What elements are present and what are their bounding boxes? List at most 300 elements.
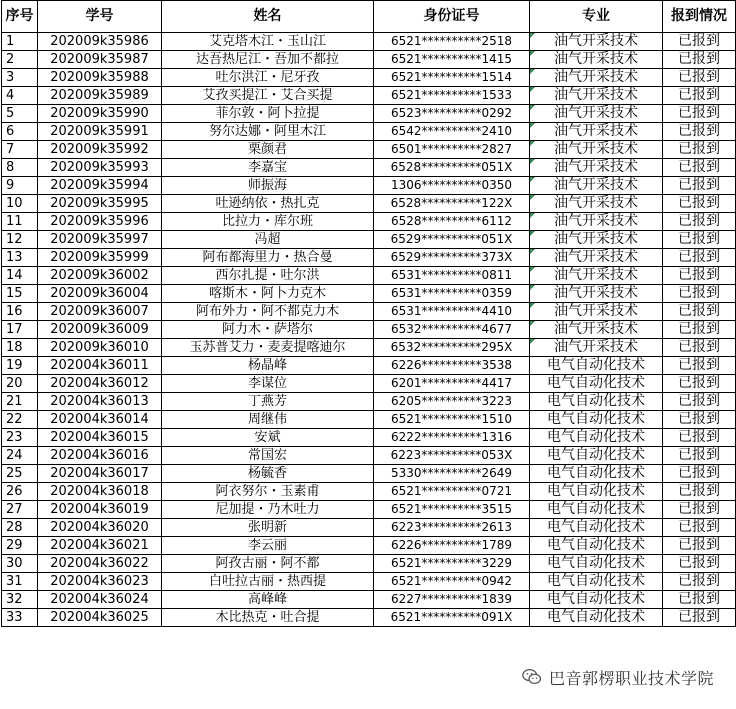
cell-name-text: 张明新 (247, 520, 287, 535)
cell-status-text: 已报到 (678, 195, 720, 211)
cell-comment-marker (530, 303, 535, 308)
cell-student-id-text: 202009k35994 (50, 178, 149, 193)
cell-student-id-text: 202004k36013 (50, 394, 149, 409)
cell-major (530, 609, 663, 627)
cell-status (663, 231, 736, 249)
cell-id-number-text: 6226**********1789 (390, 538, 513, 552)
cell-student-id (38, 213, 162, 231)
cell-id-number-text: 6223**********053X (390, 448, 513, 462)
cell-status-text: 已报到 (678, 573, 720, 589)
cell-major (530, 573, 663, 591)
cell-seq (2, 177, 38, 195)
cell-comment-marker (530, 321, 535, 326)
cell-name (162, 555, 374, 573)
cell-name-text: 栗颜君 (247, 142, 287, 157)
cell-id-number (374, 141, 530, 159)
cell-major-text: 电气自动化技术 (547, 501, 645, 517)
cell-student-id (38, 33, 162, 51)
cell-name-text: 李嘉宝 (247, 160, 287, 175)
cell-major (530, 51, 663, 69)
cell-id-number (374, 195, 530, 213)
cell-student-id (38, 465, 162, 483)
cell-major (530, 411, 663, 429)
cell-name (162, 123, 374, 141)
cell-status-text: 已报到 (678, 375, 720, 391)
table-body (2, 33, 736, 627)
cell-major-text: 电气自动化技术 (547, 573, 645, 589)
cell-student-id-text: 202004k36020 (50, 520, 149, 535)
cell-id-number (374, 267, 530, 285)
cell-id-number-text: 6223**********2613 (390, 520, 513, 534)
cell-seq (2, 339, 38, 357)
cell-student-id (38, 591, 162, 609)
cell-status (663, 501, 736, 519)
cell-comment-marker (530, 285, 535, 290)
cell-major-text: 油气开采技术 (554, 231, 638, 247)
cell-name-text: 玉苏普艾力・麦麦提喀迪尔 (189, 340, 346, 355)
cell-seq-text: 30 (6, 556, 23, 571)
cell-major (530, 483, 663, 501)
cell-seq-text: 9 (6, 178, 15, 193)
cell-student-id (38, 267, 162, 285)
table-row (2, 609, 736, 627)
cell-status-text: 已报到 (678, 357, 720, 373)
registration-table (1, 0, 736, 627)
cell-major-text: 电气自动化技术 (547, 429, 645, 445)
cell-status (663, 573, 736, 591)
cell-seq (2, 465, 38, 483)
cell-comment-marker (530, 141, 535, 146)
cell-id-number (374, 591, 530, 609)
cell-seq (2, 213, 38, 231)
cell-seq (2, 303, 38, 321)
cell-id-number-text: 5330**********2649 (390, 466, 513, 480)
cell-name (162, 285, 374, 303)
cell-name (162, 51, 374, 69)
cell-seq-text: 22 (6, 412, 23, 427)
cell-student-id-text: 202004k36019 (50, 502, 149, 517)
table-row (2, 159, 736, 177)
cell-student-id-text: 202009k35992 (50, 142, 149, 157)
cell-major-text: 油气开采技术 (554, 87, 638, 103)
cell-id-number (374, 465, 530, 483)
cell-name-text: 阿孜古丽・阿不都 (215, 556, 320, 571)
table-row (2, 429, 736, 447)
cell-student-id-text: 202009k36010 (50, 340, 149, 355)
cell-status (663, 537, 736, 555)
table-row (2, 303, 736, 321)
cell-student-id (38, 357, 162, 375)
cell-status (663, 357, 736, 375)
cell-id-number-text: 6529**********051X (390, 232, 513, 246)
table-row (2, 447, 736, 465)
cell-status-text: 已报到 (678, 591, 720, 607)
cell-name (162, 393, 374, 411)
cell-seq-text: 7 (6, 142, 15, 157)
cell-seq-text: 17 (6, 322, 23, 337)
table-row (2, 231, 736, 249)
cell-major (530, 357, 663, 375)
cell-student-id-text: 202009k35987 (50, 52, 149, 67)
cell-seq-text: 25 (6, 466, 23, 481)
cell-status (663, 51, 736, 69)
table-row (2, 393, 736, 411)
cell-id-number-text: 6528**********122X (390, 196, 513, 210)
cell-id-number (374, 69, 530, 87)
cell-seq (2, 231, 38, 249)
cell-seq (2, 69, 38, 87)
cell-student-id (38, 69, 162, 87)
cell-major (530, 375, 663, 393)
table-row (2, 501, 736, 519)
cell-student-id (38, 105, 162, 123)
cell-student-id-text: 202009k35988 (50, 70, 149, 85)
cell-status (663, 375, 736, 393)
cell-name (162, 213, 374, 231)
cell-id-number (374, 573, 530, 591)
cell-id-number-text: 6521**********1533 (390, 88, 513, 102)
cell-student-id (38, 51, 162, 69)
cell-id-number (374, 87, 530, 105)
cell-seq-text: 2 (6, 52, 15, 67)
cell-id-number (374, 609, 530, 627)
cell-seq (2, 87, 38, 105)
cell-id-number-text: 6521**********091X (390, 610, 513, 624)
cell-seq-text: 8 (6, 160, 15, 175)
table-row (2, 555, 736, 573)
cell-student-id-text: 202009k35986 (50, 34, 149, 49)
table-row (2, 69, 736, 87)
cell-name (162, 195, 374, 213)
cell-major-text: 电气自动化技术 (547, 591, 645, 607)
cell-comment-marker (530, 69, 535, 74)
cell-status (663, 105, 736, 123)
cell-status (663, 321, 736, 339)
cell-comment-marker (530, 195, 535, 200)
cell-id-number (374, 339, 530, 357)
cell-comment-marker (530, 213, 535, 218)
cell-name-text: 丁燕芳 (247, 394, 287, 409)
cell-name-text: 常国宏 (247, 448, 287, 463)
cell-id-number (374, 411, 530, 429)
cell-student-id-text: 202004k36022 (50, 556, 149, 571)
cell-status (663, 465, 736, 483)
cell-seq-text: 13 (6, 250, 23, 265)
cell-status-text: 已报到 (678, 87, 720, 103)
cell-name (162, 483, 374, 501)
table-row (2, 213, 736, 231)
cell-name-text: 周继伟 (247, 412, 287, 427)
cell-name (162, 159, 374, 177)
cell-major (530, 195, 663, 213)
cell-student-id-text: 202004k36014 (50, 412, 149, 427)
cell-name-text: 艾孜买提江・艾合买提 (202, 88, 333, 103)
cell-seq (2, 555, 38, 573)
cell-major-text: 油气开采技术 (554, 213, 638, 229)
cell-major-text: 油气开采技术 (554, 321, 638, 337)
cell-student-id (38, 285, 162, 303)
cell-major (530, 69, 663, 87)
cell-name (162, 321, 374, 339)
cell-seq-text: 29 (6, 538, 23, 553)
cell-seq-text: 14 (6, 268, 23, 283)
cell-id-number (374, 177, 530, 195)
cell-id-number (374, 213, 530, 231)
cell-status (663, 213, 736, 231)
cell-major (530, 231, 663, 249)
table-row (2, 105, 736, 123)
cell-major-text: 油气开采技术 (554, 249, 638, 265)
cell-major-text: 油气开采技术 (554, 51, 638, 67)
cell-major-text: 油气开采技术 (554, 303, 638, 319)
cell-status-text: 已报到 (678, 51, 720, 67)
cell-student-id (38, 393, 162, 411)
cell-name-text: 努尔达娜・阿里木江 (208, 124, 326, 139)
cell-student-id-text: 202004k36016 (50, 448, 149, 463)
cell-comment-marker (530, 339, 535, 344)
cell-name-text: 安斌 (254, 430, 281, 445)
cell-id-number (374, 231, 530, 249)
cell-seq (2, 267, 38, 285)
table-row (2, 141, 736, 159)
cell-major-text: 油气开采技术 (554, 33, 638, 49)
table-row (2, 123, 736, 141)
cell-id-number-text: 6542**********2410 (390, 124, 513, 138)
cell-name (162, 573, 374, 591)
table-row (2, 339, 736, 357)
cell-comment-marker (530, 87, 535, 92)
cell-major-text: 电气自动化技术 (547, 393, 645, 409)
cell-name-text: 阿布外力・阿不都克力木 (195, 304, 339, 319)
cell-status-text: 已报到 (678, 321, 720, 337)
cell-seq-text: 10 (6, 196, 23, 211)
table-row (2, 33, 736, 51)
cell-name-text: 杨毓香 (247, 466, 287, 481)
cell-seq-text: 19 (6, 358, 23, 373)
cell-id-number-text: 6531**********0359 (390, 286, 513, 300)
cell-student-id (38, 519, 162, 537)
cell-seq-text: 11 (6, 214, 23, 229)
cell-seq (2, 537, 38, 555)
cell-comment-marker (530, 267, 535, 272)
cell-student-id-text: 202009k36007 (50, 304, 149, 319)
cell-major (530, 501, 663, 519)
table-row (2, 483, 736, 501)
cell-id-number (374, 285, 530, 303)
cell-seq (2, 447, 38, 465)
header-row (2, 1, 736, 33)
cell-id-number-text: 6227**********1839 (390, 592, 513, 606)
cell-status-text: 已报到 (678, 483, 720, 499)
cell-status (663, 33, 736, 51)
cell-student-id (38, 177, 162, 195)
cell-name-text: 吐逊纳依・热扎克 (215, 196, 320, 211)
cell-id-number-text: 6531**********0811 (390, 268, 513, 282)
cell-major-text: 油气开采技术 (554, 105, 638, 121)
cell-major-text: 油气开采技术 (554, 141, 638, 157)
wechat-icon (521, 666, 543, 688)
cell-status (663, 339, 736, 357)
cell-name-text: 艾克塔木江・玉山江 (208, 34, 326, 49)
cell-id-number (374, 519, 530, 537)
cell-student-id (38, 339, 162, 357)
cell-status-text: 已报到 (678, 537, 720, 553)
cell-status-text: 已报到 (678, 177, 720, 193)
cell-id-number (374, 321, 530, 339)
header-seq: 序号 (2, 1, 38, 33)
cell-name-text: 师振海 (247, 178, 287, 193)
cell-name (162, 303, 374, 321)
cell-status-text: 已报到 (678, 69, 720, 85)
cell-name (162, 537, 374, 555)
cell-seq-text: 26 (6, 484, 23, 499)
cell-student-id (38, 87, 162, 105)
table-row (2, 195, 736, 213)
table-row (2, 321, 736, 339)
table-row (2, 591, 736, 609)
table-row (2, 537, 736, 555)
cell-student-id (38, 231, 162, 249)
cell-major-text: 电气自动化技术 (547, 609, 645, 625)
cell-name (162, 375, 374, 393)
cell-name-text: 菲尔敦・阿卜拉提 (215, 106, 320, 121)
cell-comment-marker (530, 33, 535, 38)
cell-name-text: 阿力木・萨塔尔 (221, 322, 313, 337)
cell-status (663, 159, 736, 177)
cell-student-id-text: 202004k36018 (50, 484, 149, 499)
cell-name-text: 木比热克・吐合提 (215, 610, 320, 625)
cell-major (530, 267, 663, 285)
cell-major (530, 537, 663, 555)
cell-status (663, 195, 736, 213)
cell-status (663, 555, 736, 573)
cell-seq (2, 321, 38, 339)
cell-name-text: 阿衣努尔・玉素甫 (215, 484, 320, 499)
cell-name (162, 105, 374, 123)
cell-name-text: 比拉力・库尔班 (221, 214, 313, 229)
cell-name (162, 429, 374, 447)
table-row (2, 87, 736, 105)
table-row (2, 519, 736, 537)
cell-status-text: 已报到 (678, 447, 720, 463)
cell-student-id (38, 501, 162, 519)
cell-id-number (374, 537, 530, 555)
cell-major (530, 555, 663, 573)
cell-name (162, 357, 374, 375)
cell-name (162, 141, 374, 159)
header-student-id: 学号 (38, 1, 162, 33)
table-row (2, 465, 736, 483)
cell-status (663, 177, 736, 195)
cell-major-text: 电气自动化技术 (547, 537, 645, 553)
cell-status (663, 411, 736, 429)
cell-seq-text: 12 (6, 232, 23, 247)
cell-major-text: 电气自动化技术 (547, 555, 645, 571)
cell-student-id (38, 429, 162, 447)
watermark-text: 巴音郭楞职业技术学院 (548, 668, 714, 688)
cell-seq (2, 501, 38, 519)
cell-name (162, 609, 374, 627)
cell-status (663, 429, 736, 447)
cell-name (162, 411, 374, 429)
table-row (2, 573, 736, 591)
cell-seq (2, 429, 38, 447)
cell-seq (2, 195, 38, 213)
cell-student-id-text: 202009k35993 (50, 160, 149, 175)
cell-status-text: 已报到 (678, 105, 720, 121)
cell-id-number-text: 6521**********3229 (390, 556, 513, 570)
cell-status-text: 已报到 (678, 285, 720, 301)
cell-major (530, 177, 663, 195)
cell-seq-text: 32 (6, 592, 23, 607)
cell-student-id-text: 202004k36025 (50, 610, 149, 625)
cell-status-text: 已报到 (678, 159, 720, 175)
cell-major (530, 249, 663, 267)
cell-id-number (374, 33, 530, 51)
cell-id-number-text: 6531**********4410 (390, 304, 513, 318)
cell-seq-text: 6 (6, 124, 15, 139)
cell-id-number-text: 6521**********1514 (390, 70, 513, 84)
cell-seq (2, 519, 38, 537)
cell-seq (2, 123, 38, 141)
cell-seq (2, 393, 38, 411)
cell-id-number (374, 105, 530, 123)
cell-id-number-text: 6532**********295X (390, 340, 513, 354)
cell-status (663, 519, 736, 537)
cell-student-id (38, 555, 162, 573)
cell-seq (2, 141, 38, 159)
cell-name-text: 白吐拉古丽・热西提 (208, 574, 326, 589)
cell-status-text: 已报到 (678, 555, 720, 571)
cell-id-number (374, 303, 530, 321)
cell-status (663, 69, 736, 87)
cell-major-text: 电气自动化技术 (547, 411, 645, 427)
table-row (2, 375, 736, 393)
cell-student-id (38, 447, 162, 465)
cell-major-text: 电气自动化技术 (547, 447, 645, 463)
cell-status (663, 285, 736, 303)
cell-name-text: 冯超 (254, 232, 281, 247)
header-id-number: 身份证号 (374, 1, 530, 33)
cell-student-id-text: 202009k35995 (50, 196, 149, 211)
cell-major-text: 油气开采技术 (554, 69, 638, 85)
cell-id-number-text: 6528**********6112 (390, 214, 513, 228)
cell-id-number-text: 6521**********0942 (390, 574, 513, 588)
cell-student-id-text: 202004k36017 (50, 466, 149, 481)
cell-id-number-text: 6521**********1510 (390, 412, 513, 426)
cell-major (530, 393, 663, 411)
cell-seq (2, 105, 38, 123)
cell-status (663, 249, 736, 267)
cell-major (530, 87, 663, 105)
cell-seq-text: 5 (6, 106, 15, 121)
cell-comment-marker (530, 231, 535, 236)
cell-student-id-text: 202009k35991 (50, 124, 149, 139)
cell-student-id (38, 159, 162, 177)
cell-id-number-text: 6523**********0292 (390, 106, 513, 120)
cell-major (530, 321, 663, 339)
cell-seq-text: 31 (6, 574, 23, 589)
cell-major (530, 285, 663, 303)
cell-name (162, 339, 374, 357)
cell-status-text: 已报到 (678, 465, 720, 481)
cell-comment-marker (530, 105, 535, 110)
cell-status (663, 447, 736, 465)
cell-status (663, 303, 736, 321)
cell-student-id (38, 537, 162, 555)
cell-major-text: 电气自动化技术 (547, 357, 645, 373)
table-row (2, 249, 736, 267)
